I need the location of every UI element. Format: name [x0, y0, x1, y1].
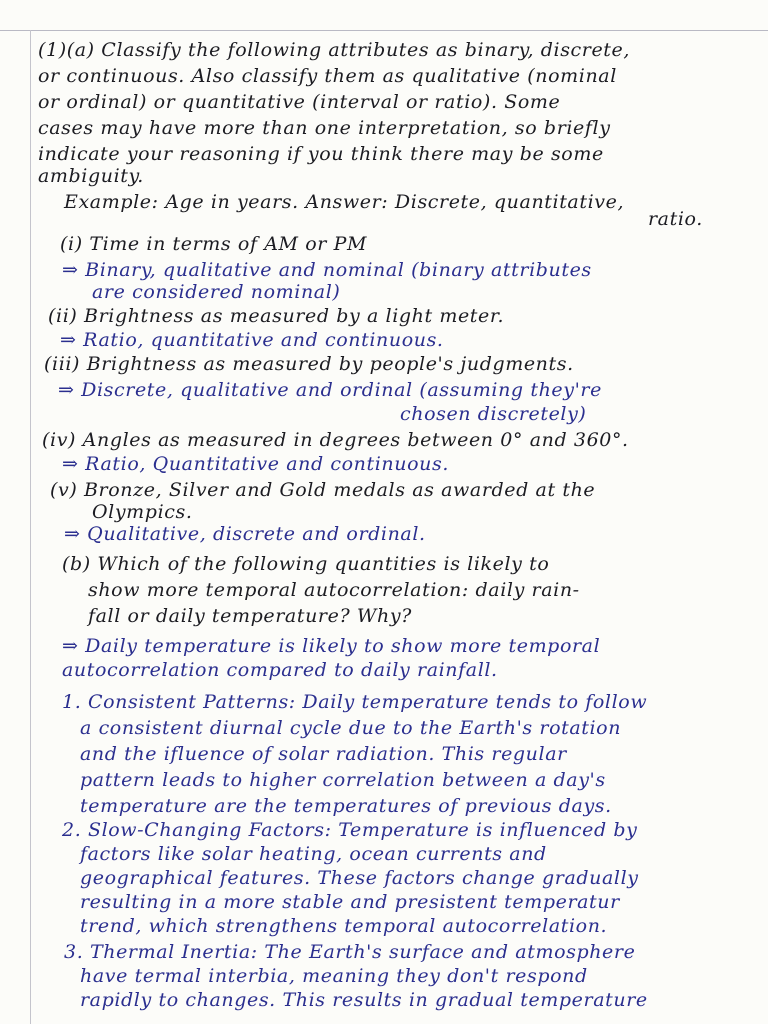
question-1a-line-2: or continuous. Also classify them as qualitative (nominal: [38, 65, 617, 87]
item-iv-question: (iv) Angles as measured in degrees between 0° and 360°.: [42, 429, 629, 451]
point-3-line-3: rapidly to changes. This results in gradual temperature: [80, 989, 648, 1011]
point-1-line-4: pattern leads to higher correlation between a day's: [80, 769, 606, 791]
question-1a-line-5: indicate your reasoning if you think there may be some: [38, 143, 604, 165]
answer-1b-line-1: ⇒ Daily temperature is likely to show more temporal: [62, 635, 601, 657]
item-iii-answer-2: chosen discretely): [400, 403, 587, 425]
point-1-line-1: 1. Consistent Patterns: Daily temperature tends to follow: [62, 691, 648, 713]
item-i-answer-1: ⇒ Binary, qualitative and nominal (binary attributes: [62, 259, 592, 281]
margin-rule: [30, 30, 31, 1024]
question-1b-line-2: show more temporal autocorrelation: daily rain-: [88, 579, 580, 601]
item-ii-answer: ⇒ Ratio, quantitative and continuous.: [60, 329, 444, 351]
point-2-line-2: factors like solar heating, ocean currents and: [80, 843, 547, 865]
example-line: Example: Age in years. Answer: Discrete, quantitative,: [64, 191, 625, 213]
point-3-line-1: 3. Thermal Inertia: The Earth's surface and atmosphere: [64, 941, 636, 963]
question-1a-line-1: (1)(a) Classify the following attributes as binary, discrete,: [38, 39, 631, 61]
question-1a-line-4: cases may have more than one interpretation, so briefly: [38, 117, 611, 139]
item-i-question: (i) Time in terms of AM or PM: [60, 233, 368, 255]
point-2-line-4: resulting in a more stable and presistent temperatur: [80, 891, 620, 913]
question-1b-line-1: (b) Which of the following quantities is likely to: [62, 553, 550, 575]
item-iii-question: (iii) Brightness as measured by people's judgments.: [44, 353, 574, 375]
item-v-answer: ⇒ Qualitative, discrete and ordinal.: [64, 523, 426, 545]
point-2-line-1: 2. Slow-Changing Factors: Temperature is influenced by: [62, 819, 638, 841]
point-2-line-5: trend, which strengthens temporal autocorrelation.: [80, 915, 608, 937]
question-1a-line-3: or ordinal) or quantitative (interval or ratio). Some: [38, 91, 561, 113]
item-v-question-1: (v) Bronze, Silver and Gold medals as awarded at the: [50, 479, 596, 501]
item-v-question-2: Olympics.: [92, 501, 193, 523]
answer-1b-line-2: autocorrelation compared to daily rainfall.: [62, 659, 498, 681]
point-1-line-3: and the ifluence of solar radiation. This regular: [80, 743, 567, 765]
item-iii-answer-1: ⇒ Discrete, qualitative and ordinal (assuming they're: [58, 379, 602, 401]
example-ratio: ratio.: [648, 208, 703, 230]
point-3-line-2: have termal interbia, meaning they don't respond: [80, 965, 588, 987]
point-1-line-5: temperature are the temperatures of previous days.: [80, 795, 612, 817]
item-i-answer-2: are considered nominal): [92, 281, 341, 303]
question-1a-line-6: ambiguity.: [38, 165, 144, 187]
top-rule: [0, 30, 768, 31]
point-1-line-2: a consistent diurnal cycle due to the Earth's rotation: [80, 717, 622, 739]
question-1b-line-3: fall or daily temperature? Why?: [88, 605, 412, 627]
item-ii-question: (ii) Brightness as measured by a light meter.: [48, 305, 505, 327]
point-2-line-3: geographical features. These factors change gradually: [80, 867, 639, 889]
item-iv-answer: ⇒ Ratio, Quantitative and continuous.: [62, 453, 449, 475]
